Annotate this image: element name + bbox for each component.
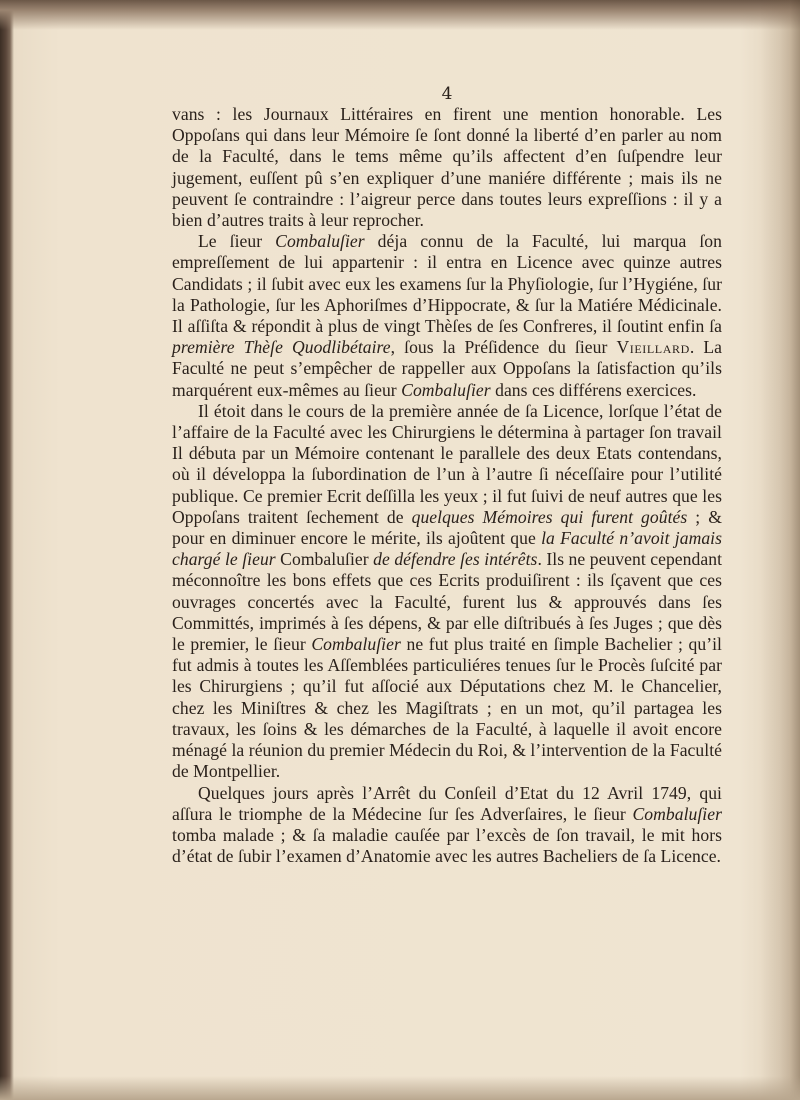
- text-run: Le ſieur: [198, 231, 276, 252]
- text-run: vans : les Journaux Littéraires en firent une mention honorable. Les Oppoſans qui dans leur Mémoire ſe ſont donné la liberté d’en parler au nom de la Faculté, dans le tems même qu’ils affectent d’en ſuſpendre leur jugement, euſſent pû s’en expliquer d’une maniére différente ; mais ils ne peuvent ſe contraindre : l’aigreur perce dans toutes leurs expreſſions : il y a bien d’autres traits à leur reprocher.: [172, 104, 722, 231]
- text-run: Quelques jours après l’Arrêt du Conſeil d’Etat du 12 Avril 1749, qui aſſura le triomphe de la Médecine ſur ſes Adverſaires, le ſieur: [172, 782, 722, 824]
- body-text: [172, 104, 722, 867]
- small-caps-text: Vieillard: [616, 337, 690, 358]
- italic-text: Combaluſier: [632, 803, 722, 824]
- text-run: Combaluſier: [275, 549, 374, 570]
- text-run: . Ils ne peuvent cependant méconnoître les bons effets que ces Ecrits produiſirent : ils ſçavent que ces ouvrages concertés avec la Faculté, furent lus & approuvés dans ſes Committés, imprimés à ſes dépens, & par elle diſtribués à ſes Juges ; que dès le premier, le ſieur: [172, 549, 723, 655]
- italic-text: Combaluſier: [275, 231, 365, 252]
- italic-text: quelques Mémoires qui furent goûtés: [411, 506, 688, 527]
- text-run: ; & pour en diminuer encore le mérite, ils ajoûtent que: [172, 506, 722, 549]
- text-run: , ſous la Préſidence du ſieur: [390, 337, 617, 358]
- text-run: ne fut plus traité en ſimple Bachelier ; qu’il fut admis à toutes les Aſſemblées particuliéres tenues ſur le Procès ſuſcité par les Chirurgiens ; qu’il fut aſſocié aux Députations chez M. le Chancelier, chez les Miniſtres & chez les Magiſtrats ; en un mot, qu’il partagea les travaux, les ſoins & les démarches de la Faculté, à laquelle il avoit encore ménagé la réunion du premier Médecin du Roi, & l’intervention de la Faculté de Montpellier.: [172, 634, 722, 782]
- text-run: déja connu de la Faculté, lui marqua ſon empreſſement de lui appartenir : il entra en Licence avec quinze autres Candidats ; il ſubit avec eux les examens ſur la Phyſiologie, ſur l’Hygiéne, ſur la Pathologie, ſur les Aphoriſmes d’Hippocrate, & ſur la Matiére Médicinale. Il aſſiſta & répondit à plus de vingt Thèſes de ſes Confreres, il ſoutint enfin ſa: [172, 231, 722, 337]
- text-run: tomba malade ; & ſa maladie cauſée par l’excès de ſon travail, le mit hors d’état de ſubir l’examen d’Anatomie avec les autres Bacheliers de ſa Licence.: [172, 824, 722, 867]
- italic-text: la Faculté n’avoit jamais chargé le ſieur: [172, 528, 723, 570]
- italic-text: Combaluſier: [401, 379, 491, 400]
- paragraph: [172, 104, 722, 231]
- page-number: 4: [441, 84, 453, 104]
- italic-text: de défendre ſes intérêts: [373, 549, 538, 570]
- paragraph: [172, 401, 722, 783]
- binding-edge: [760, 0, 800, 1100]
- text-run: . La Faculté ne peut s’empêcher de rappeller aux Oppoſans la ſatisfaction qu’ils marquérent eux-mêmes au ſieur: [172, 337, 722, 400]
- paragraph: [172, 231, 722, 401]
- italic-text: première Thèſe Quodlibétaire: [172, 337, 391, 358]
- text-run: dans ces différens exercices.: [490, 379, 697, 400]
- text-run: Il étoit dans le cours de la première année de ſa Licence, lorſque l’état de l’affaire de la Faculté avec les Chirurgiens le détermina à partager ſon travail Il débuta par un Mémoire contenant le parallele des deux Etats contendans, où il développa la ſubordination de l’un à l’autre ſi néceſſaire pour l’utilité publique. Ce premier Ecrit deſſilla les yeux ; il fut ſuivi de neuf autres que les Oppoſans traitent ſechement de: [172, 400, 722, 527]
- page-content: [172, 84, 722, 867]
- paragraph: [172, 783, 722, 868]
- italic-text: Combaluſier: [311, 634, 401, 655]
